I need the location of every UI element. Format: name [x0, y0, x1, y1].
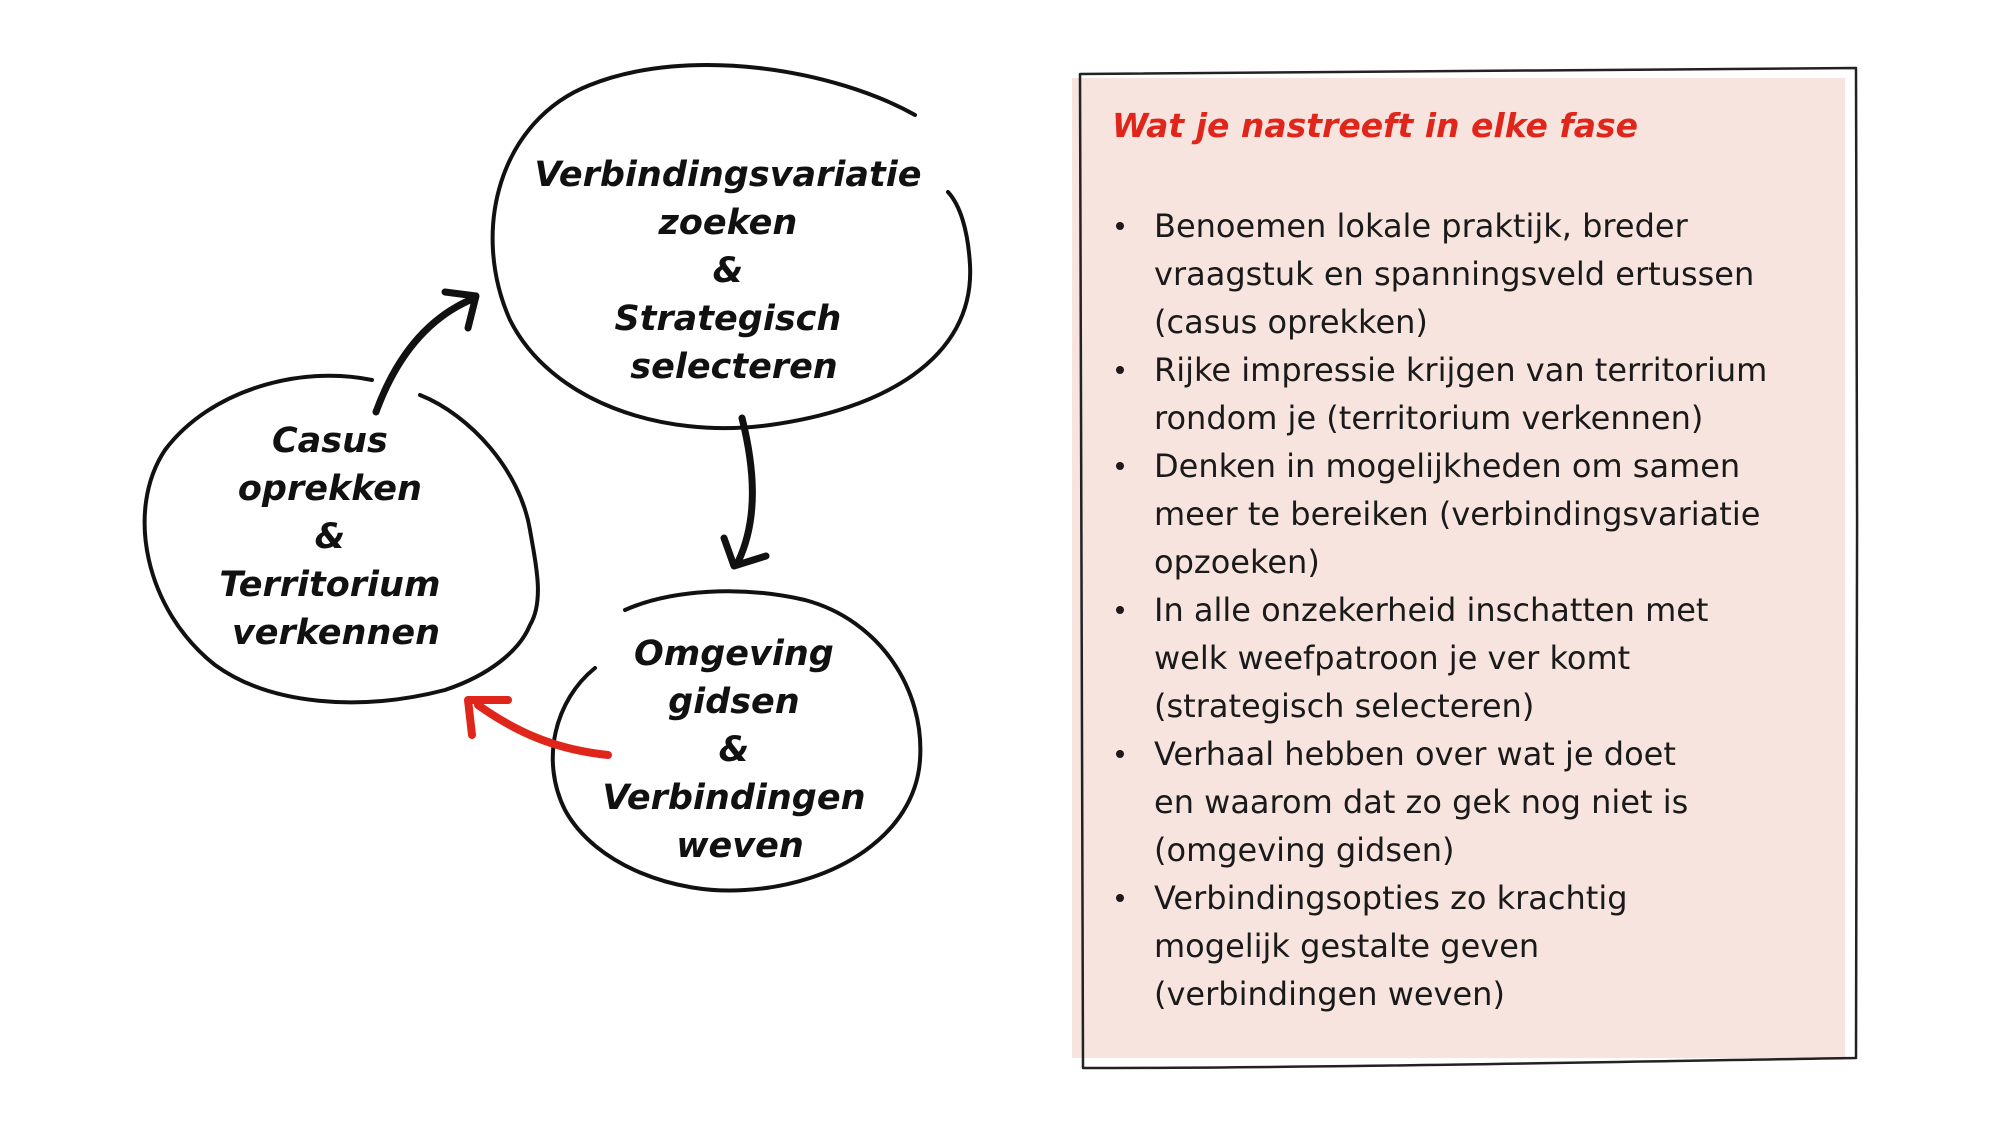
node-bottom-line-3: & — [718, 730, 750, 770]
goal-item-text: Denken in mogelijkheden om samen meer te bereiken (verbindingsvariatie opzoeken) — [1154, 447, 1761, 581]
bullet-icon — [1116, 606, 1124, 614]
goal-item-text: In alle onzekerheid inschatten met welk weefpatroon je ver komt (strategisch selecteren) — [1154, 591, 1709, 725]
node-top-line-1: Verbindingsvariatie — [534, 155, 922, 195]
node-bottom-line-5: weven — [676, 826, 804, 866]
bullet-icon — [1116, 366, 1124, 374]
panel-title: Wat je nastreeft in elke fase — [1112, 106, 1638, 145]
bullet-icon — [1116, 894, 1124, 902]
bullet-icon — [1116, 750, 1124, 758]
node-bottom-label — [602, 634, 877, 866]
goal-item-1 — [1112, 202, 1832, 346]
node-left-line-4: Territorium — [219, 565, 441, 605]
goal-item-6 — [1112, 874, 1832, 1018]
goal-item-5 — [1112, 730, 1832, 874]
node-bottom-line-4: Verbindingen — [602, 778, 866, 818]
node-bottom-line-2: gidsen — [668, 682, 800, 722]
node-top-line-5: selecteren — [630, 347, 838, 387]
arrow-left-to-top — [376, 292, 476, 412]
goal-item-text: Verbindingsopties zo krachtig mogelijk gestalte geven (verbindingen weven) — [1154, 879, 1628, 1013]
node-left-label — [219, 421, 452, 653]
node-top-label — [534, 155, 933, 387]
goal-item-4 — [1112, 586, 1832, 730]
goal-item-text: Verhaal hebben over wat je doet en waarom dat zo gek nog niet is (omgeving gidsen) — [1154, 735, 1689, 869]
node-bottom-line-1: Omgeving — [634, 634, 834, 674]
node-top-line-4: Strategisch — [614, 299, 842, 339]
arrow-top-to-bottom — [724, 418, 766, 566]
node-left-line-2: oprekken — [237, 469, 422, 509]
node-left-line-5: verkennen — [231, 613, 441, 653]
bullet-icon — [1116, 222, 1124, 230]
goal-item-2 — [1112, 346, 1832, 442]
node-top-line-3: & — [712, 251, 744, 291]
arrow-bottom-to-left — [468, 700, 608, 755]
node-left-line-3: & — [314, 517, 346, 557]
bullet-icon — [1116, 462, 1124, 470]
goal-item-text: Benoemen lokale praktijk, breder vraagstuk en spanningsveld ertussen (casus oprekken) — [1154, 207, 1755, 341]
node-left-line-1: Casus — [271, 421, 388, 461]
goal-item-3 — [1112, 442, 1832, 586]
node-top-line-2: zoeken — [658, 203, 798, 243]
goals-list — [1112, 202, 1832, 1018]
goal-item-text: Rijke impressie krijgen van territorium rondom je (territorium verkennen) — [1154, 351, 1768, 437]
goals-panel — [1078, 78, 1850, 1068]
